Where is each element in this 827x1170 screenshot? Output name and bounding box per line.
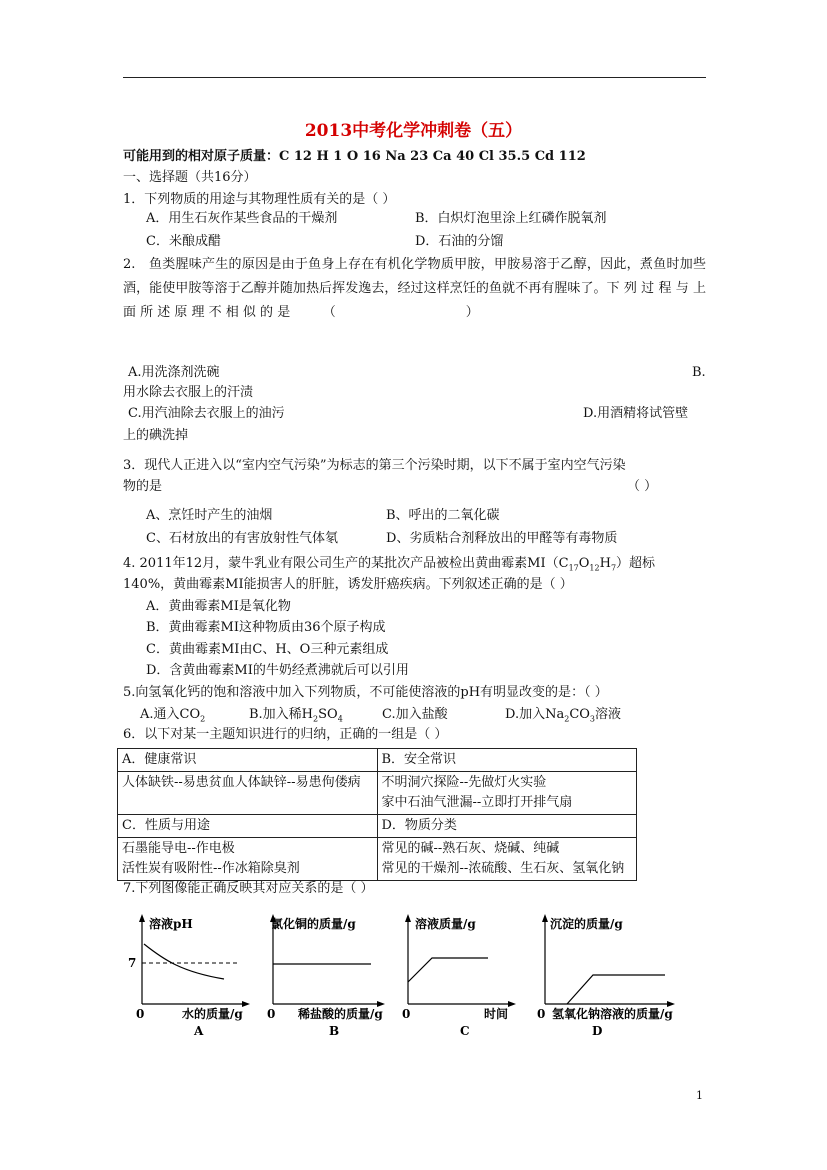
page-title: 2013中考化学冲刺卷（五） [304, 121, 523, 141]
q5-option-d-mid: CO [569, 707, 590, 722]
q4-stem-line1-pre: 4. 2011年12月，蒙牛乳业有限公司生产的某批次产品被检出黄曲霉素MI（C [123, 556, 569, 571]
q5-option-b-mid: SO [318, 707, 338, 722]
q1-option-c: C．米酿成醋 [146, 234, 221, 249]
graph-c-origin: 0 [402, 1007, 411, 1021]
section-heading: 一、选择题（共16分） [123, 170, 257, 185]
graph-d-ylabel: 沉淀的质量/g [550, 917, 623, 931]
q1-option-b: B．白炽灯泡里涂上红磷作脱氧剂 [415, 211, 607, 226]
graph-b-origin: 0 [267, 1007, 276, 1021]
q5-option-d-sub1: 2 [564, 714, 570, 724]
graph-a-letter: A [194, 1024, 204, 1037]
graph-a-tick: 7 [128, 956, 137, 970]
graph-b-ylabel: 氯化铜的质量/g [271, 917, 356, 931]
q2-option-a: A.用洗涤剂洗碗 [128, 365, 220, 380]
table-cell: A．健康常识 [118, 749, 378, 772]
graph-a-origin: 0 [136, 1007, 145, 1021]
graph-b-svg [255, 912, 395, 1037]
table-row [118, 749, 637, 772]
q6-stem: 6．以下对某一主题知识进行的归纳，正确的一组是（ ） [123, 727, 448, 742]
q7-stem: 7.下列图像能正确反映其对应关系的是（ ） [123, 881, 374, 896]
graph-a-y-arrow [139, 914, 145, 922]
q4-sub-o: 12 [589, 563, 600, 573]
q5-option-d-post: 溶液 [595, 707, 622, 722]
graph-c-xlabel: 时间 [484, 1007, 509, 1021]
q5-option-a-sub: 2 [200, 714, 206, 724]
q4-sub-h: 7 [610, 563, 617, 573]
graph-d-y-arrow [542, 914, 548, 922]
q2-option-b-text: 用水除去衣服上的汗渍 [123, 385, 254, 400]
graph-c-line [408, 958, 488, 982]
graph-d-letter: D [592, 1024, 603, 1037]
graph-a-ylabel: 溶液pH [149, 917, 193, 931]
graph-b [255, 912, 395, 1041]
table-cell: D．物质分类 [377, 815, 637, 838]
q3-answer-paren: （ ） [627, 479, 658, 494]
graph-c-letter: C [460, 1024, 470, 1037]
q5-option-c: C.加入盐酸 [382, 707, 448, 722]
graph-c-svg [390, 912, 520, 1037]
q4-option-b: B．黄曲霉素MI这种物质由36个原子构成 [146, 620, 386, 635]
graph-a-svg [124, 912, 254, 1037]
table-cell: 常见的碱--熟石灰、烧碱、纯碱 常见的干燥剂--浓硫酸、生石灰、氢氧化钠 [377, 838, 637, 881]
q1-option-d: D．石油的分馏 [415, 234, 504, 249]
q2-option-b-letter: B. [692, 365, 706, 380]
table-row [118, 815, 637, 838]
q6-table [117, 748, 637, 881]
q2-stem: 2. 鱼类腥味产生的原因是由于鱼身上存在有机化学物质甲胺，甲胺易溶于乙醇，因此，煮鱼时加些酒，能使甲胺等溶于乙醇并随加热后挥发逸去，经过这样烹饪的鱼就不再有腥味了。下 列 过 程 与 上 面 所 述 原 理 不 相 似 的 是 （ ） [123, 257, 706, 320]
q3-stem-line1: 3．现代人正进入以“室内空气污染”为标志的第三个污染时期，以下不属于室内空气污染 [123, 458, 626, 473]
header-rule [123, 77, 706, 78]
q5-option-d [505, 706, 621, 729]
q1-option-a: A．用生石灰作某些食品的干燥剂 [146, 211, 338, 226]
q5-option-d-text: D.加入Na [505, 707, 565, 722]
graph-a-curve [144, 944, 224, 979]
table-cell: C．性质与用途 [118, 815, 378, 838]
q3-option-d: D、劣质粘合剂释放出的甲醛等有毒物质 [386, 531, 618, 546]
q5-option-a-text: A.通入CO [140, 707, 201, 722]
q5-option-b-sub1: 2 [313, 714, 319, 724]
q4-option-a: A．黄曲霉素MI是氧化物 [146, 599, 291, 614]
q4-stem-line2: 140%，黄曲霉素MI能损害人的肝脏，诱发肝癌疾病。下列叙述正确的是（ ） [123, 577, 573, 592]
page-number: 1 [696, 1089, 703, 1102]
q1-stem: 1．下列物质的用途与其物理性质有关的是（ ） [123, 192, 396, 207]
graph-c-x-arrow [508, 1001, 516, 1007]
graph-d-svg [527, 912, 697, 1037]
q5-option-b-sub2: 4 [337, 714, 343, 724]
graph-c-y-arrow [405, 914, 411, 922]
q5-stem: 5.向氢氧化钙的饱和溶液中加入下列物质，不可能使溶液的pH有明显改变的是：（ ） [123, 685, 608, 700]
q2-option-c: C.用汽油除去衣服上的油污 [128, 406, 285, 421]
graph-d [527, 912, 697, 1041]
q4-stem-line1-post: ）超标 [616, 556, 656, 571]
table-cell: 石墨能导电--作电极 活性炭有吸附性--作冰箱除臭剂 [118, 838, 378, 881]
graph-a-xlabel: 水的质量/g [182, 1007, 243, 1021]
atomic-masses: 可能用到的相对原子质量：C 12 H 1 O 16 Na 23 Ca 40 Cl 35.5 Cd 112 [123, 149, 586, 164]
graph-a-x-arrow [242, 1001, 250, 1007]
graph-b-xlabel: 稀盐酸的质量/g [298, 1007, 383, 1021]
q3-option-c: C、石材放出的有害放射性气体氡 [146, 531, 338, 546]
q4-formula-h: H [599, 556, 611, 571]
graph-c-ylabel: 溶液质量/g [415, 917, 476, 931]
graph-a [124, 912, 254, 1041]
q4-sub-c: 17 [568, 563, 579, 573]
table-row [118, 838, 637, 881]
q4-stem-line1 [123, 555, 655, 578]
graph-d-origin: 0 [537, 1007, 546, 1021]
q2-option-d-rest: 上的碘洗掉 [123, 428, 189, 443]
q3-option-a: A、烹饪时产生的油烟 [146, 508, 273, 523]
table-cell: 人体缺铁--易患贫血人体缺锌--易患佝偻病 [118, 772, 378, 815]
graph-b-letter: B [329, 1024, 340, 1037]
q4-option-c: C．黄曲霉素MI由C、H、O三种元素组成 [146, 642, 389, 657]
graph-d-line [567, 975, 665, 1004]
q4-option-d: D．含黄曲霉素MI的牛奶经煮沸就后可以引用 [146, 663, 409, 678]
graph-c [390, 912, 520, 1041]
q4-formula-o: O [578, 556, 590, 571]
q5-option-b-text: B.加入稀H [249, 707, 314, 722]
graph-d-xlabel: 氢氧化钠溶液的质量/g [552, 1007, 673, 1021]
table-cell: 不明洞穴探险--先做灯火实验 家中石油气泄漏--立即打开排气扇 [377, 772, 637, 815]
table-row [118, 772, 637, 815]
q5-option-d-sub2: 3 [589, 714, 596, 724]
q3-option-b: B、呼出的二氧化碳 [386, 508, 500, 523]
q3-stem-line2: 物的是 [123, 479, 163, 494]
q2-option-d-start: D.用酒精将试管壁 [583, 406, 689, 421]
table-cell: B．安全常识 [377, 749, 637, 772]
